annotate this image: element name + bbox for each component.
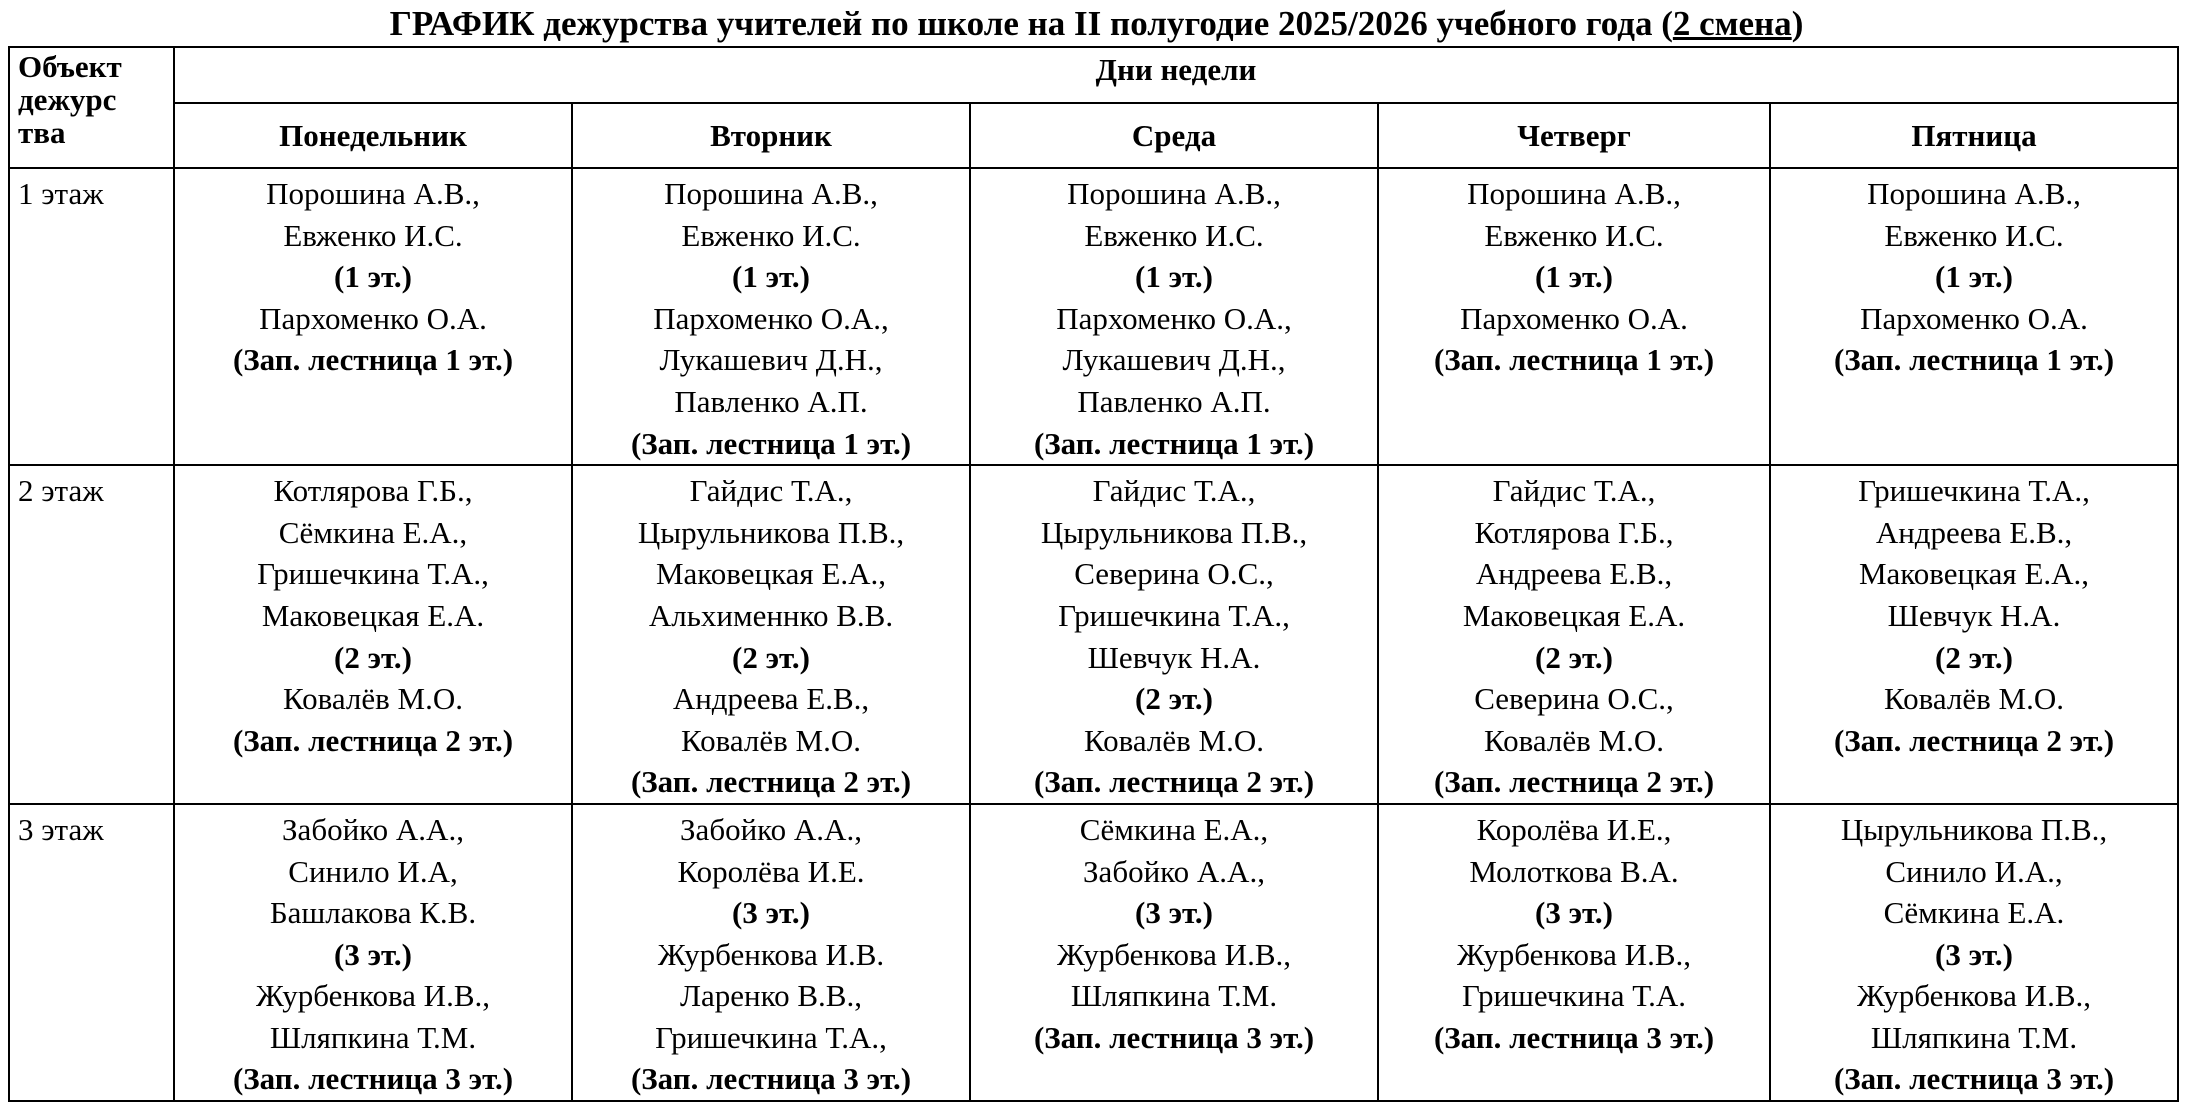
duty-location: (Зап. лестница 2 эт.) <box>1433 764 1715 800</box>
teacher-name: Северина О.С., <box>1474 681 1674 717</box>
duty-cell-friday <box>1770 465 2178 804</box>
teacher-name: Забойко А.А., <box>1083 853 1265 889</box>
teacher-name: Котлярова Г.Б., <box>1474 514 1674 550</box>
teacher-name: Гришечкина Т.А. <box>1462 978 1686 1014</box>
object-header-line: тва <box>18 115 66 150</box>
teacher-name: Маковецкая Е.А. <box>261 597 485 633</box>
teacher-name: Котлярова Г.Б., <box>273 473 473 509</box>
duty-location: (2 эт.) <box>1135 681 1213 717</box>
teacher-name: Лукашевич Д.Н., <box>1062 342 1286 378</box>
duty-location: (1 эт.) <box>732 259 810 295</box>
teacher-name: Гришечкина Т.А., <box>1058 597 1290 633</box>
teacher-name: Сёмкина Е.А., <box>278 514 468 550</box>
teacher-name: Маковецкая Е.А., <box>655 556 887 592</box>
floor-label: 2 этаж <box>9 465 174 804</box>
teacher-name: Евженко И.С. <box>1884 217 2064 253</box>
teacher-name: Цырульникова П.В., <box>1040 514 1308 550</box>
day-header-monday: Понедельник <box>174 103 572 168</box>
teacher-name: Андреева Е.В., <box>672 681 870 717</box>
teacher-name: Северина О.С., <box>1074 556 1274 592</box>
teacher-name: Шляпкина Т.М. <box>1070 978 1278 1014</box>
duty-cell-thursday <box>1378 804 1770 1101</box>
teacher-name: Альхименнко В.В. <box>648 597 894 633</box>
duty-location: (Зап. лестница 3 эт.) <box>1033 1019 1315 1055</box>
teacher-name: Журбенкова И.В., <box>1056 936 1291 972</box>
teacher-name: Журбенкова И.В. <box>657 936 885 972</box>
teacher-name: Сёмкина Е.А. <box>1883 895 2065 931</box>
duty-location: (Зап. лестница 1 эт.) <box>1033 425 1315 461</box>
duty-cell-monday <box>174 168 572 465</box>
teacher-name: Башлакова К.В. <box>269 895 477 931</box>
teacher-name: Пархоменко О.А. <box>1460 300 1688 336</box>
duty-location: (Зап. лестница 2 эт.) <box>630 764 912 800</box>
teacher-name: Гришечкина Т.А., <box>1858 473 2090 509</box>
duty-location: (1 эт.) <box>1135 259 1213 295</box>
teacher-name: Пархоменко О.А. <box>1860 300 2088 336</box>
duty-cell-tuesday <box>572 465 970 804</box>
teacher-name: Порошина А.В., <box>1867 176 2081 211</box>
duty-location: (Зап. лестница 3 эт.) <box>1833 1061 2115 1097</box>
teacher-name: Гришечкина Т.А., <box>257 556 489 592</box>
object-header-line: Объект <box>18 49 122 84</box>
day-header-wednesday: Среда <box>970 103 1378 168</box>
title-shift: 2 смена <box>1672 4 1792 43</box>
duty-location: (Зап. лестница 1 эт.) <box>630 425 912 461</box>
teacher-name: Порошина А.В., <box>266 176 480 211</box>
teacher-name: Гришечкина Т.А., <box>655 1019 887 1055</box>
duty-location: (1 эт.) <box>1935 259 2013 295</box>
duty-location: (Зап. лестница 3 эт.) <box>232 1061 514 1097</box>
teacher-name: Шляпкина Т.М. <box>1870 1019 2078 1055</box>
duty-location: (Зап. лестница 1 эт.) <box>1433 342 1715 378</box>
teacher-name: Сёмкина Е.А., <box>1079 811 1269 847</box>
teacher-name: Журбенкова И.В., <box>255 978 490 1014</box>
teacher-name: Синило И.А., <box>1885 853 2063 889</box>
duty-location: (2 эт.) <box>334 639 412 675</box>
teacher-name: Королёва И.Е. <box>677 853 865 889</box>
teacher-name: Евженко И.С. <box>1484 217 1664 253</box>
teacher-name: Ковалёв М.О. <box>283 681 463 717</box>
duty-location: (Зап. лестница 3 эт.) <box>1433 1019 1715 1055</box>
teacher-name: Маковецкая Е.А. <box>1462 597 1686 633</box>
teacher-name: Пархоменко О.А., <box>1056 300 1292 336</box>
teacher-name: Ковалёв М.О. <box>1484 722 1664 758</box>
duty-schedule-table <box>8 46 2179 1102</box>
teacher-name: Андреева Е.В., <box>1875 514 2073 550</box>
teacher-name: Шляпкина Т.М. <box>269 1019 477 1055</box>
teacher-name: Пархоменко О.А. <box>259 300 487 336</box>
duty-cell-thursday <box>1378 465 1770 804</box>
day-header-friday: Пятница <box>1770 103 2178 168</box>
duty-cell-monday <box>174 804 572 1101</box>
table-row <box>9 465 2178 804</box>
duty-location: (3 эт.) <box>334 936 412 972</box>
day-header-tuesday: Вторник <box>572 103 970 168</box>
duty-cell-wednesday <box>970 465 1378 804</box>
teacher-name: Журбенкова И.В., <box>1456 936 1691 972</box>
teacher-name: Молоткова В.А. <box>1469 853 1679 889</box>
duty-location: (Зап. лестница 1 эт.) <box>232 342 514 378</box>
object-header-line: дежурс <box>18 82 117 117</box>
table-row <box>9 804 2178 1101</box>
duty-location: (3 эт.) <box>732 895 810 931</box>
teacher-name: Маковецкая Е.А., <box>1858 556 2090 592</box>
teacher-name: Лукашевич Д.Н., <box>659 342 883 378</box>
duty-cell-thursday <box>1378 168 1770 465</box>
duty-cell-wednesday <box>970 168 1378 465</box>
duty-location: (Зап. лестница 2 эт.) <box>1033 764 1315 800</box>
duty-location: (Зап. лестница 3 эт.) <box>630 1061 912 1097</box>
teacher-name: Шевчук Н.А. <box>1087 639 1261 675</box>
teacher-name: Забойко А.А., <box>680 811 862 847</box>
title-main: ГРАФИК дежурства учителей по школе на II полугодие 2025/2026 учебного года ( <box>389 4 1673 43</box>
duty-location: (1 эт.) <box>1535 259 1613 295</box>
teacher-name: Гайдис Т.А., <box>1092 473 1256 509</box>
duty-location: (Зап. лестница 2 эт.) <box>1833 722 2115 758</box>
duty-cell-monday <box>174 465 572 804</box>
teacher-name: Евженко И.С. <box>681 217 861 253</box>
title-close: ) <box>1791 4 1804 43</box>
teacher-name: Цырульникова П.В., <box>637 514 905 550</box>
duty-location: (3 эт.) <box>1135 895 1213 931</box>
duty-cell-wednesday <box>970 804 1378 1101</box>
teacher-name: Журбенкова И.В., <box>1856 978 2091 1014</box>
duty-location: (Зап. лестница 1 эт.) <box>1833 342 2115 378</box>
days-of-week-header: Дни недели <box>174 47 2178 103</box>
duty-cell-tuesday <box>572 804 970 1101</box>
teacher-name: Ковалёв М.О. <box>681 722 861 758</box>
schedule-body <box>9 168 2178 1101</box>
teacher-name: Павленко А.П. <box>1077 383 1271 419</box>
teacher-name: Шевчук Н.А. <box>1887 597 2061 633</box>
duty-location: (1 эт.) <box>334 259 412 295</box>
page-title <box>0 2 2193 46</box>
duty-location: (2 эт.) <box>1935 639 2013 675</box>
teacher-name: Ларенко В.В., <box>680 978 862 1014</box>
object-header <box>9 47 174 168</box>
teacher-name: Гайдис Т.А., <box>689 473 853 509</box>
day-header-thursday: Четверг <box>1378 103 1770 168</box>
floor-label: 1 этаж <box>9 168 174 465</box>
teacher-name: Ковалёв М.О. <box>1884 681 2064 717</box>
teacher-name: Евженко И.С. <box>283 217 463 253</box>
teacher-name: Королёва И.Е., <box>1476 811 1672 847</box>
teacher-name: Порошина А.В., <box>1067 176 1281 211</box>
duty-location: (3 эт.) <box>1935 936 2013 972</box>
teacher-name: Андреева Е.В., <box>1475 556 1673 592</box>
duty-cell-tuesday <box>572 168 970 465</box>
teacher-name: Цырульникова П.В., <box>1840 811 2108 847</box>
duty-cell-friday <box>1770 804 2178 1101</box>
teacher-name: Ковалёв М.О. <box>1084 722 1264 758</box>
teacher-name: Павленко А.П. <box>674 383 868 419</box>
teacher-name: Забойко А.А., <box>282 811 464 847</box>
duty-location: (2 эт.) <box>1535 639 1613 675</box>
table-row <box>9 168 2178 465</box>
duty-location: (3 эт.) <box>1535 895 1613 931</box>
duty-location: (Зап. лестница 2 эт.) <box>232 722 514 758</box>
duty-location: (2 эт.) <box>732 639 810 675</box>
floor-label: 3 этаж <box>9 804 174 1101</box>
teacher-name: Евженко И.С. <box>1084 217 1264 253</box>
teacher-name: Порошина А.В., <box>1467 176 1681 211</box>
teacher-name: Порошина А.В., <box>664 176 878 211</box>
duty-cell-friday <box>1770 168 2178 465</box>
teacher-name: Пархоменко О.А., <box>653 300 889 336</box>
teacher-name: Гайдис Т.А., <box>1492 473 1656 509</box>
teacher-name: Синило И.А, <box>288 853 458 889</box>
